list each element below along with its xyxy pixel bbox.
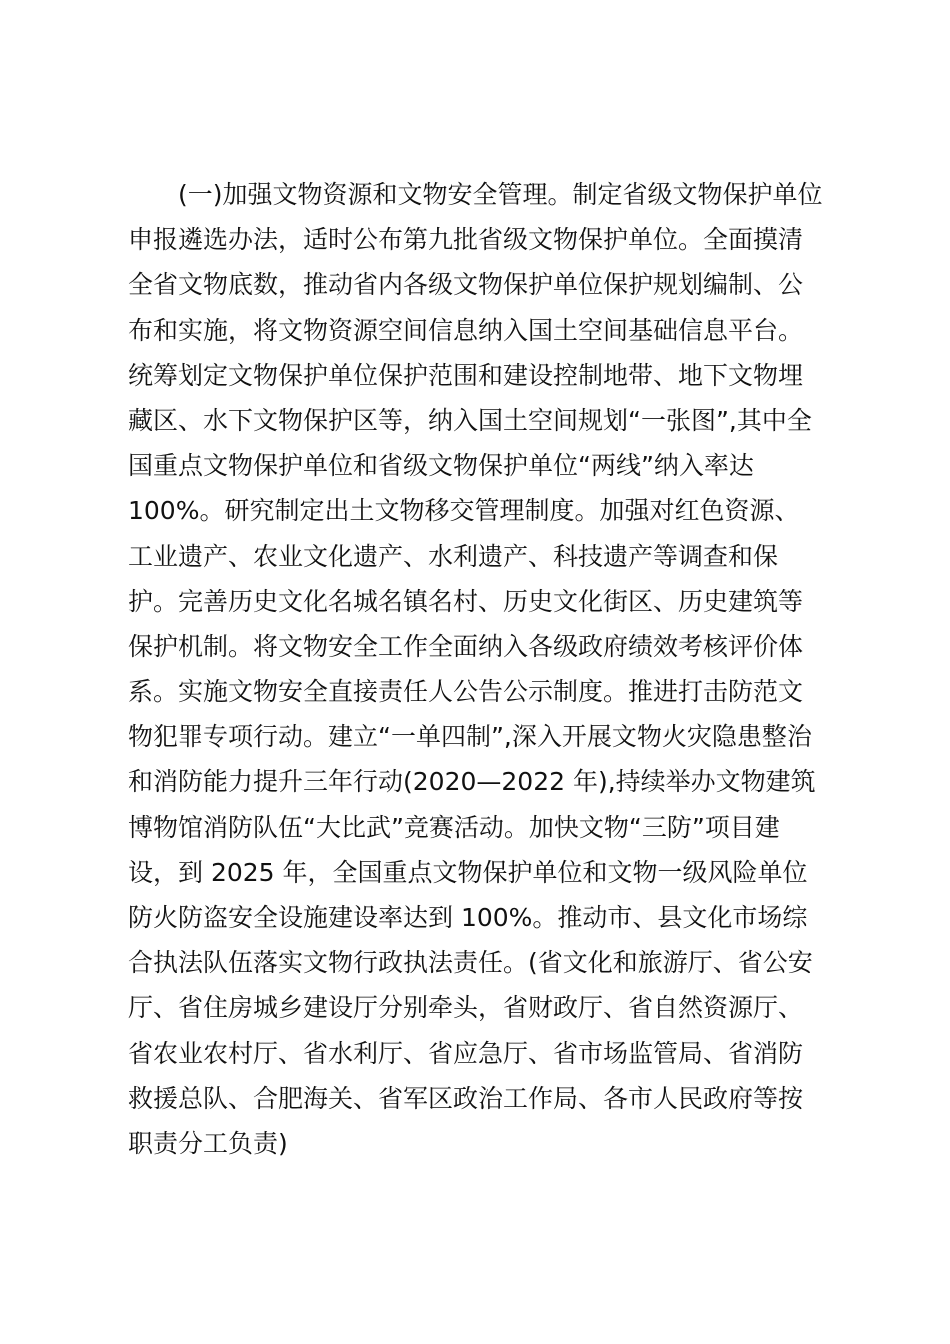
paragraph-line: 布和实施，将文物资源空间信息纳入国土空间基础信息平台。: [128, 315, 804, 345]
paragraph-line: 护。完善历史文化名城名镇名村、历史文化街区、历史建筑等: [128, 586, 804, 616]
body-paragraph: [128, 172, 833, 1166]
paragraph-line: 厅、省住房城乡建设厅分别牵头，省财政厅、省自然资源厅、: [128, 993, 804, 1023]
paragraph-line: 系。实施文物安全直接责任人公告公示制度。推进打击防范文: [128, 677, 804, 707]
paragraph-line: 救援总队、合肥海关、省军区政治工作局、各市人民政府等按: [128, 1083, 804, 1113]
paragraph-line: 统筹划定文物保护单位保护范围和建设控制地带、地下文物埋: [128, 360, 804, 390]
paragraph-line: 防火防盗安全设施建设率达到 100%。推动市、县文化市场综: [128, 903, 808, 932]
paragraph-line: 物犯罪专项行动。建立“一单四制”,深入开展文物火灾隐患整治: [128, 722, 812, 752]
paragraph-line: 申报遴选办法，适时公布第九批省级文物保护单位。全面摸清: [128, 225, 804, 255]
paragraph-line: (一)加强文物资源和文物安全管理。制定省级文物保护单位: [128, 180, 823, 209]
paragraph-line: 合执法队伍落实文物行政执法责任。(省文化和旅游厅、省公安: [128, 948, 813, 978]
paragraph-line: 国重点文物保护单位和省级文物保护单位“两线”纳入率达: [128, 451, 754, 481]
paragraph-line: 工业遗产、农业文化遗产、水利遗产、科技遗产等调查和保: [128, 541, 779, 571]
paragraph-line: 全省文物底数，推动省内各级文物保护单位保护规划编制、公: [128, 270, 804, 300]
paragraph-line: 博物馆消防队伍“大比武”竞赛活动。加快文物“三防”项目建: [128, 812, 780, 842]
paragraph-line: 和消防能力提升三年行动(2020—2022 年),持续举办文物建筑: [128, 767, 816, 797]
paragraph-line: 藏区、水下文物保护区等，纳入国土空间规划“一张图”,其中全: [128, 405, 812, 435]
paragraph-line: 设，到 2025 年，全国重点文物保护单位和文物一级风险单位: [128, 857, 808, 887]
paragraph-line: 保护机制。将文物安全工作全面纳入各级政府绩效考核评价体: [128, 631, 804, 661]
paragraph-line: 100%。研究制定出土文物移交管理制度。加强对红色资源、: [128, 496, 800, 526]
paragraph-line: 省农业农村厅、省水利厅、省应急厅、省市场监管局、省消防: [128, 1038, 804, 1068]
paragraph-line: 职责分工负责): [128, 1128, 288, 1158]
